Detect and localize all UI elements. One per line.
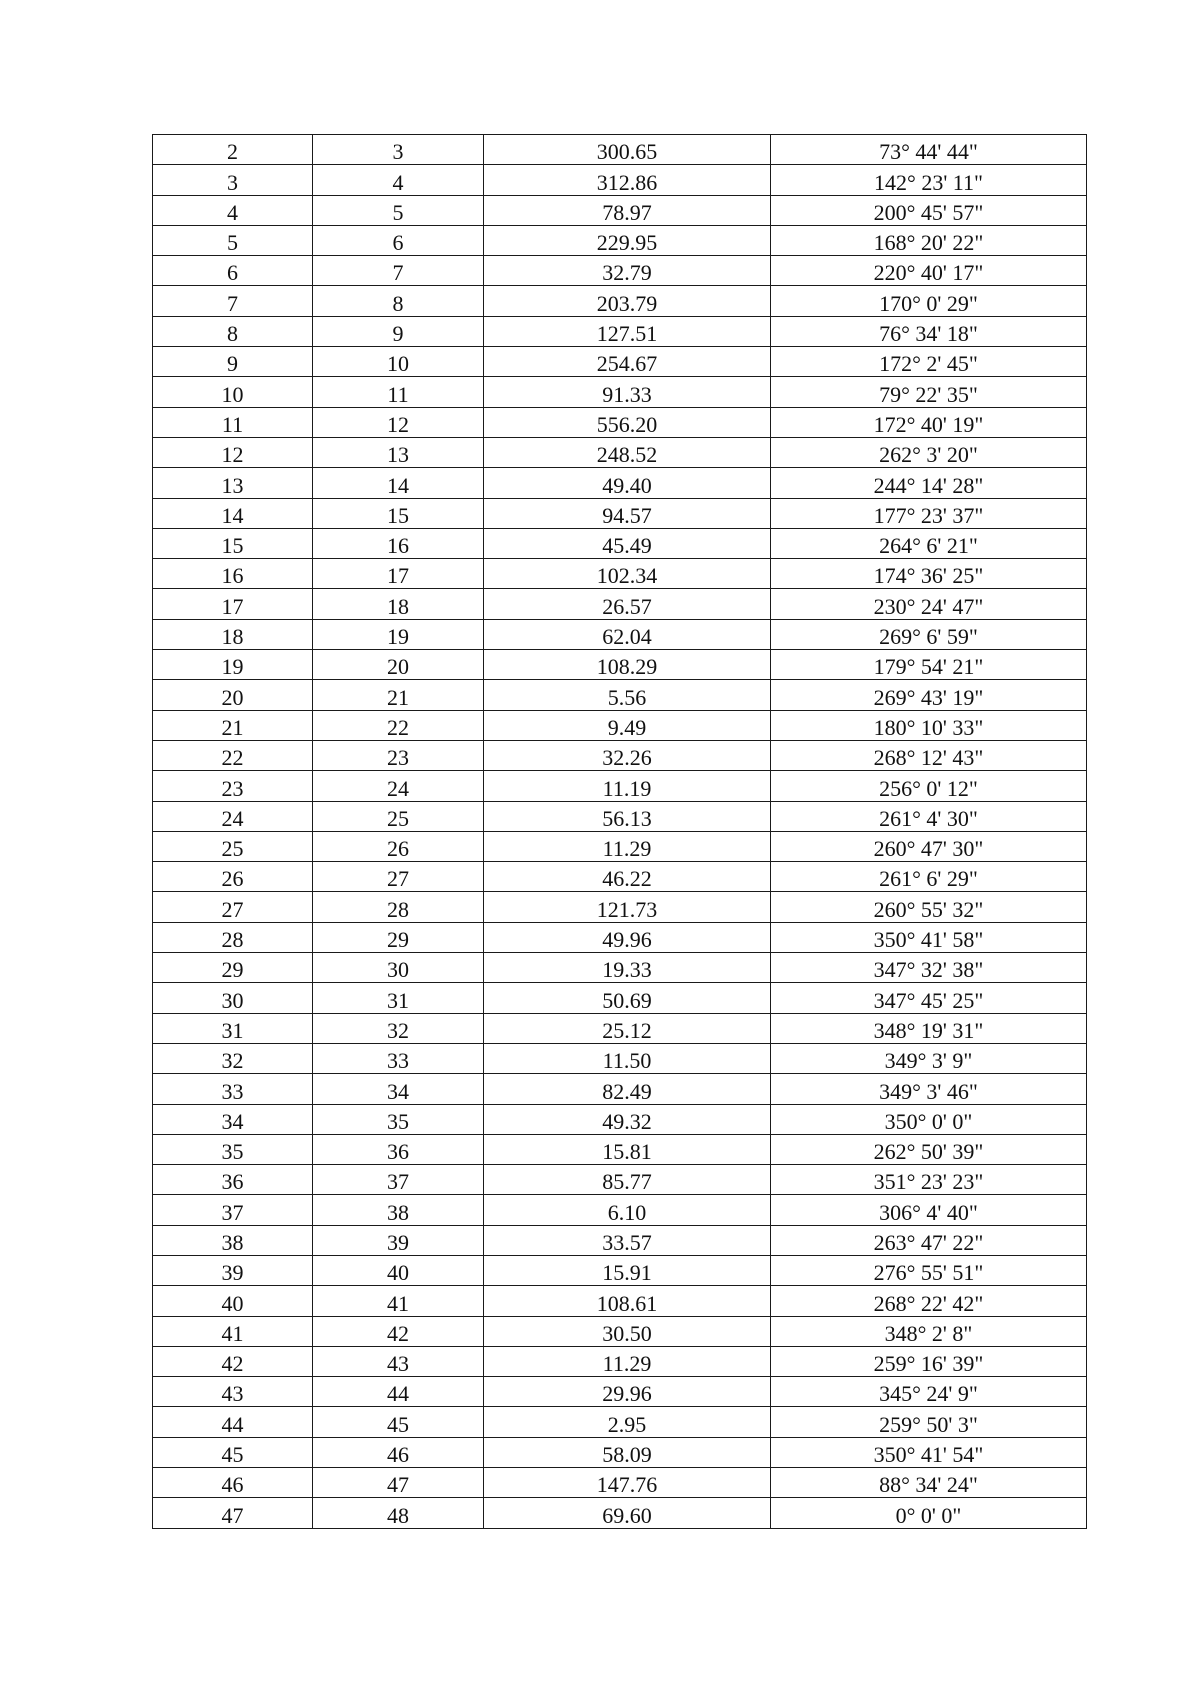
from-point-cell: 18 (153, 619, 313, 649)
from-point-cell: 28 (153, 922, 313, 952)
to-point-cell: 10 (313, 347, 484, 377)
from-point-cell: 24 (153, 801, 313, 831)
from-point-cell: 41 (153, 1316, 313, 1346)
table-row (153, 165, 1087, 195)
from-point-cell: 17 (153, 589, 313, 619)
table-row (153, 1437, 1087, 1467)
distance-cell: 62.04 (484, 619, 771, 649)
bearing-cell: 260° 55' 32" (771, 892, 1087, 922)
bearing-cell: 261° 6' 29" (771, 862, 1087, 892)
to-point-cell: 18 (313, 589, 484, 619)
table-row (153, 922, 1087, 952)
from-point-cell: 43 (153, 1377, 313, 1407)
from-point-cell: 34 (153, 1104, 313, 1134)
bearing-cell: 276° 55' 51" (771, 1255, 1087, 1285)
from-point-cell: 40 (153, 1286, 313, 1316)
to-point-cell: 37 (313, 1165, 484, 1195)
from-point-cell: 10 (153, 377, 313, 407)
table-row (153, 589, 1087, 619)
distance-cell: 29.96 (484, 1377, 771, 1407)
from-point-cell: 4 (153, 195, 313, 225)
to-point-cell: 31 (313, 983, 484, 1013)
distance-cell: 248.52 (484, 437, 771, 467)
table-row (153, 892, 1087, 922)
from-point-cell: 42 (153, 1346, 313, 1376)
distance-cell: 91.33 (484, 377, 771, 407)
to-point-cell: 26 (313, 831, 484, 861)
table-row (153, 1407, 1087, 1437)
table-row (153, 1255, 1087, 1285)
distance-cell: 121.73 (484, 892, 771, 922)
from-point-cell: 2 (153, 135, 313, 165)
distance-cell: 312.86 (484, 165, 771, 195)
table-row (153, 256, 1087, 286)
bearing-cell: 350° 41' 58" (771, 922, 1087, 952)
from-point-cell: 22 (153, 740, 313, 770)
table-row (153, 1165, 1087, 1195)
to-point-cell: 17 (313, 559, 484, 589)
table-body (153, 135, 1087, 1529)
bearing-cell: 345° 24' 9" (771, 1377, 1087, 1407)
from-point-cell: 12 (153, 437, 313, 467)
to-point-cell: 6 (313, 225, 484, 255)
distance-cell: 11.50 (484, 1043, 771, 1073)
distance-cell: 2.95 (484, 1407, 771, 1437)
bearing-cell: 260° 47' 30" (771, 831, 1087, 861)
distance-cell: 49.96 (484, 922, 771, 952)
distance-cell: 56.13 (484, 801, 771, 831)
table-row (153, 377, 1087, 407)
distance-cell: 254.67 (484, 347, 771, 377)
to-point-cell: 14 (313, 468, 484, 498)
bearing-cell: 79° 22' 35" (771, 377, 1087, 407)
table-row (153, 740, 1087, 770)
bearing-cell: 168° 20' 22" (771, 225, 1087, 255)
to-point-cell: 20 (313, 650, 484, 680)
from-point-cell: 30 (153, 983, 313, 1013)
bearing-cell: 347° 32' 38" (771, 953, 1087, 983)
to-point-cell: 41 (313, 1286, 484, 1316)
table-row (153, 801, 1087, 831)
table-row (153, 619, 1087, 649)
to-point-cell: 21 (313, 680, 484, 710)
from-point-cell: 25 (153, 831, 313, 861)
table-row (153, 831, 1087, 861)
to-point-cell: 45 (313, 1407, 484, 1437)
distance-cell: 15.91 (484, 1255, 771, 1285)
distance-cell: 32.26 (484, 740, 771, 770)
bearing-cell: 269° 6' 59" (771, 619, 1087, 649)
to-point-cell: 43 (313, 1346, 484, 1376)
to-point-cell: 27 (313, 862, 484, 892)
distance-cell: 9.49 (484, 710, 771, 740)
to-point-cell: 40 (313, 1255, 484, 1285)
distance-cell: 49.40 (484, 468, 771, 498)
bearing-cell: 348° 2' 8" (771, 1316, 1087, 1346)
table-row (153, 437, 1087, 467)
from-point-cell: 38 (153, 1225, 313, 1255)
table-row (153, 1195, 1087, 1225)
to-point-cell: 11 (313, 377, 484, 407)
distance-cell: 19.33 (484, 953, 771, 983)
table-row (153, 680, 1087, 710)
distance-cell: 32.79 (484, 256, 771, 286)
table-row (153, 771, 1087, 801)
from-point-cell: 46 (153, 1468, 313, 1498)
from-point-cell: 21 (153, 710, 313, 740)
bearing-cell: 268° 12' 43" (771, 740, 1087, 770)
bearing-cell: 142° 23' 11" (771, 165, 1087, 195)
to-point-cell: 3 (313, 135, 484, 165)
from-point-cell: 15 (153, 528, 313, 558)
distance-cell: 94.57 (484, 498, 771, 528)
survey-data-table (152, 134, 1087, 1529)
bearing-cell: 177° 23' 37" (771, 498, 1087, 528)
distance-cell: 78.97 (484, 195, 771, 225)
from-point-cell: 39 (153, 1255, 313, 1285)
to-point-cell: 47 (313, 1468, 484, 1498)
bearing-cell: 262° 50' 39" (771, 1134, 1087, 1164)
distance-cell: 108.61 (484, 1286, 771, 1316)
bearing-cell: 170° 0' 29" (771, 286, 1087, 316)
from-point-cell: 29 (153, 953, 313, 983)
from-point-cell: 47 (153, 1498, 313, 1528)
from-point-cell: 36 (153, 1165, 313, 1195)
table-row (153, 1074, 1087, 1104)
distance-cell: 11.19 (484, 771, 771, 801)
from-point-cell: 16 (153, 559, 313, 589)
bearing-cell: 179° 54' 21" (771, 650, 1087, 680)
table-row (153, 498, 1087, 528)
from-point-cell: 31 (153, 1013, 313, 1043)
to-point-cell: 7 (313, 256, 484, 286)
distance-cell: 30.50 (484, 1316, 771, 1346)
from-point-cell: 14 (153, 498, 313, 528)
distance-cell: 26.57 (484, 589, 771, 619)
to-point-cell: 5 (313, 195, 484, 225)
distance-cell: 58.09 (484, 1437, 771, 1467)
table-row (153, 135, 1087, 165)
to-point-cell: 38 (313, 1195, 484, 1225)
from-point-cell: 33 (153, 1074, 313, 1104)
distance-cell: 127.51 (484, 316, 771, 346)
bearing-cell: 306° 4' 40" (771, 1195, 1087, 1225)
bearing-cell: 200° 45' 57" (771, 195, 1087, 225)
table-row (153, 650, 1087, 680)
distance-cell: 33.57 (484, 1225, 771, 1255)
table-row (153, 1013, 1087, 1043)
table-row (153, 953, 1087, 983)
bearing-cell: 351° 23' 23" (771, 1165, 1087, 1195)
from-point-cell: 35 (153, 1134, 313, 1164)
bearing-cell: 256° 0' 12" (771, 771, 1087, 801)
distance-cell: 6.10 (484, 1195, 771, 1225)
distance-cell: 108.29 (484, 650, 771, 680)
from-point-cell: 45 (153, 1437, 313, 1467)
table-row (153, 1468, 1087, 1498)
to-point-cell: 48 (313, 1498, 484, 1528)
distance-cell: 69.60 (484, 1498, 771, 1528)
table-row (153, 1498, 1087, 1528)
bearing-cell: 349° 3' 9" (771, 1043, 1087, 1073)
table-row (153, 407, 1087, 437)
distance-cell: 50.69 (484, 983, 771, 1013)
bearing-cell: 259° 16' 39" (771, 1346, 1087, 1376)
table-row (153, 710, 1087, 740)
bearing-cell: 172° 2' 45" (771, 347, 1087, 377)
table-row (153, 1225, 1087, 1255)
from-point-cell: 5 (153, 225, 313, 255)
to-point-cell: 32 (313, 1013, 484, 1043)
distance-cell: 229.95 (484, 225, 771, 255)
to-point-cell: 34 (313, 1074, 484, 1104)
table-row (153, 1346, 1087, 1376)
table-row (153, 1104, 1087, 1134)
table-row (153, 983, 1087, 1013)
from-point-cell: 20 (153, 680, 313, 710)
table-row (153, 1286, 1087, 1316)
distance-cell: 556.20 (484, 407, 771, 437)
to-point-cell: 24 (313, 771, 484, 801)
bearing-cell: 220° 40' 17" (771, 256, 1087, 286)
to-point-cell: 30 (313, 953, 484, 983)
table-row (153, 1043, 1087, 1073)
to-point-cell: 9 (313, 316, 484, 346)
to-point-cell: 33 (313, 1043, 484, 1073)
from-point-cell: 8 (153, 316, 313, 346)
bearing-cell: 349° 3' 46" (771, 1074, 1087, 1104)
table-row (153, 559, 1087, 589)
bearing-cell: 263° 47' 22" (771, 1225, 1087, 1255)
distance-cell: 102.34 (484, 559, 771, 589)
distance-cell: 11.29 (484, 1346, 771, 1376)
distance-cell: 25.12 (484, 1013, 771, 1043)
from-point-cell: 3 (153, 165, 313, 195)
table-row (153, 468, 1087, 498)
to-point-cell: 15 (313, 498, 484, 528)
bearing-cell: 350° 0' 0" (771, 1104, 1087, 1134)
bearing-cell: 174° 36' 25" (771, 559, 1087, 589)
distance-cell: 11.29 (484, 831, 771, 861)
table-row (153, 862, 1087, 892)
to-point-cell: 29 (313, 922, 484, 952)
distance-cell: 46.22 (484, 862, 771, 892)
from-point-cell: 9 (153, 347, 313, 377)
to-point-cell: 36 (313, 1134, 484, 1164)
distance-cell: 82.49 (484, 1074, 771, 1104)
to-point-cell: 39 (313, 1225, 484, 1255)
to-point-cell: 16 (313, 528, 484, 558)
bearing-cell: 264° 6' 21" (771, 528, 1087, 558)
bearing-cell: 180° 10' 33" (771, 710, 1087, 740)
from-point-cell: 7 (153, 286, 313, 316)
bearing-cell: 268° 22' 42" (771, 1286, 1087, 1316)
bearing-cell: 0° 0' 0" (771, 1498, 1087, 1528)
to-point-cell: 19 (313, 619, 484, 649)
from-point-cell: 27 (153, 892, 313, 922)
bearing-cell: 88° 34' 24" (771, 1468, 1087, 1498)
bearing-cell: 350° 41' 54" (771, 1437, 1087, 1467)
bearing-cell: 347° 45' 25" (771, 983, 1087, 1013)
bearing-cell: 73° 44' 44" (771, 135, 1087, 165)
to-point-cell: 42 (313, 1316, 484, 1346)
table-row (153, 1377, 1087, 1407)
table-row (153, 225, 1087, 255)
to-point-cell: 28 (313, 892, 484, 922)
bearing-cell: 259° 50' 3" (771, 1407, 1087, 1437)
bearing-cell: 261° 4' 30" (771, 801, 1087, 831)
bearing-cell: 230° 24' 47" (771, 589, 1087, 619)
to-point-cell: 22 (313, 710, 484, 740)
distance-cell: 147.76 (484, 1468, 771, 1498)
table-row (153, 286, 1087, 316)
distance-cell: 300.65 (484, 135, 771, 165)
distance-cell: 203.79 (484, 286, 771, 316)
bearing-cell: 269° 43' 19" (771, 680, 1087, 710)
from-point-cell: 37 (153, 1195, 313, 1225)
table-row (153, 316, 1087, 346)
from-point-cell: 11 (153, 407, 313, 437)
distance-cell: 5.56 (484, 680, 771, 710)
to-point-cell: 46 (313, 1437, 484, 1467)
table-row (153, 1316, 1087, 1346)
from-point-cell: 23 (153, 771, 313, 801)
bearing-cell: 348° 19' 31" (771, 1013, 1087, 1043)
bearing-cell: 244° 14' 28" (771, 468, 1087, 498)
table-row (153, 347, 1087, 377)
distance-cell: 15.81 (484, 1134, 771, 1164)
from-point-cell: 19 (153, 650, 313, 680)
table-row (153, 528, 1087, 558)
to-point-cell: 25 (313, 801, 484, 831)
to-point-cell: 44 (313, 1377, 484, 1407)
to-point-cell: 13 (313, 437, 484, 467)
table-row (153, 195, 1087, 225)
bearing-cell: 76° 34' 18" (771, 316, 1087, 346)
to-point-cell: 23 (313, 740, 484, 770)
distance-cell: 49.32 (484, 1104, 771, 1134)
to-point-cell: 35 (313, 1104, 484, 1134)
to-point-cell: 8 (313, 286, 484, 316)
from-point-cell: 44 (153, 1407, 313, 1437)
from-point-cell: 6 (153, 256, 313, 286)
distance-cell: 85.77 (484, 1165, 771, 1195)
to-point-cell: 12 (313, 407, 484, 437)
from-point-cell: 13 (153, 468, 313, 498)
from-point-cell: 26 (153, 862, 313, 892)
bearing-cell: 172° 40' 19" (771, 407, 1087, 437)
table-row (153, 1134, 1087, 1164)
from-point-cell: 32 (153, 1043, 313, 1073)
to-point-cell: 4 (313, 165, 484, 195)
bearing-cell: 262° 3' 20" (771, 437, 1087, 467)
distance-cell: 45.49 (484, 528, 771, 558)
